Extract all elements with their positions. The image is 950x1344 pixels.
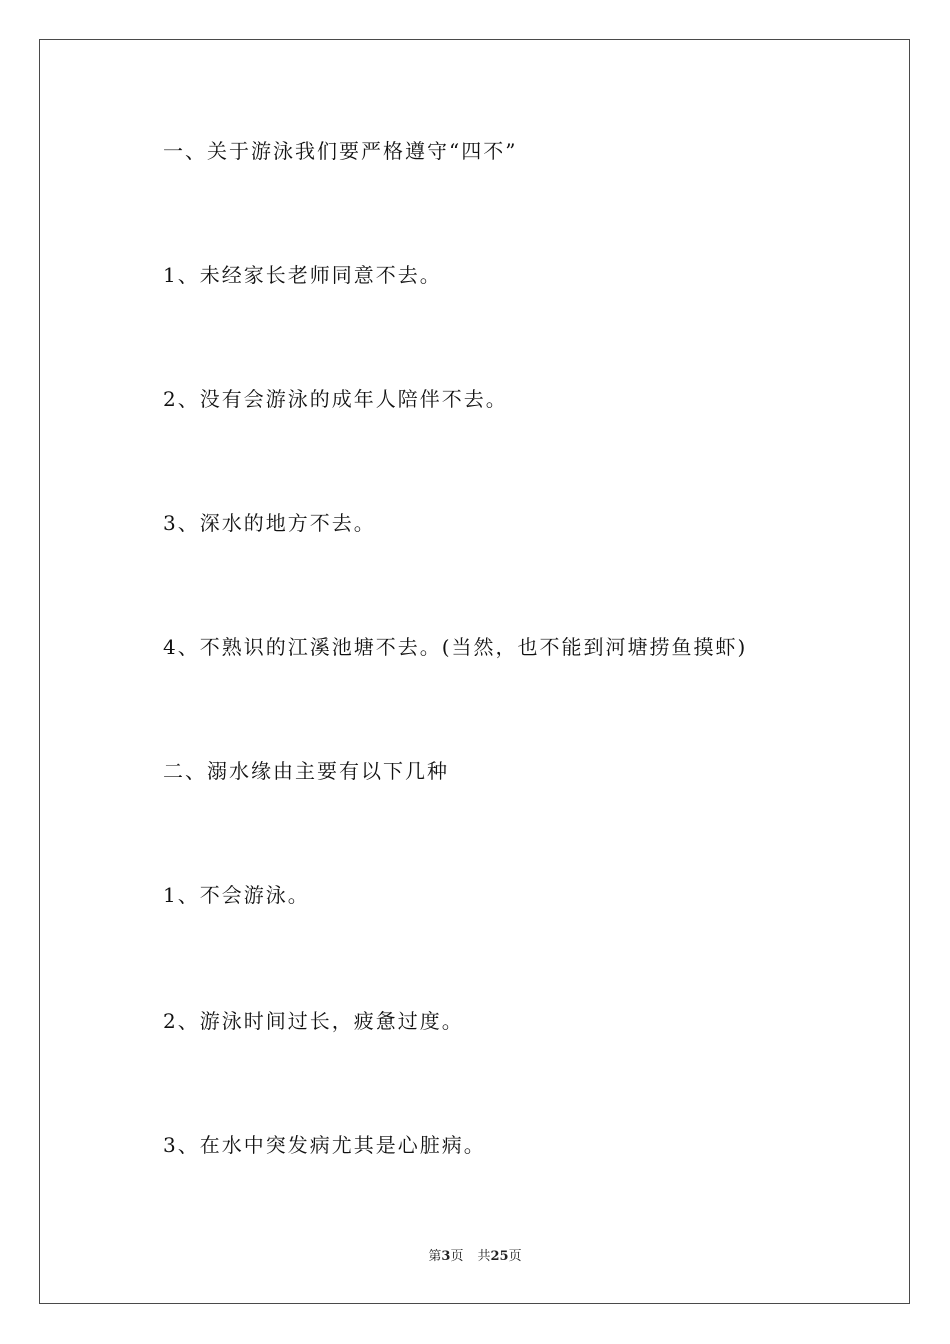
rule-item-4: 4、不熟识的江溪池塘不去。(当然，也不能到河塘捞鱼摸虾) <box>163 635 748 659</box>
page-number: 3 <box>441 1249 451 1264</box>
total-pages: 25 <box>490 1249 509 1264</box>
section-heading-four-rules: 一、关于游泳我们要严格遵守“四不” <box>163 139 518 163</box>
total-prefix: 共 <box>477 1249 491 1264</box>
total-suffix: 页 <box>508 1249 522 1264</box>
page-border <box>39 39 910 1304</box>
cause-item-1: 1、不会游泳。 <box>163 883 310 907</box>
cause-item-2: 2、游泳时间过长，疲惫过度。 <box>163 1009 464 1033</box>
rule-item-2: 2、没有会游泳的成年人陪伴不去。 <box>163 387 508 411</box>
rule-item-3: 3、深水的地方不去。 <box>163 511 376 535</box>
page-footer <box>0 1248 950 1266</box>
rule-item-1: 1、未经家长老师同意不去。 <box>163 263 442 287</box>
page-prefix: 第 <box>428 1249 442 1264</box>
cause-item-3: 3、在水中突发病尤其是心脏病。 <box>163 1133 486 1157</box>
page-suffix: 页 <box>450 1249 464 1264</box>
section-heading-drowning-causes: 二、溺水缘由主要有以下几种 <box>163 759 449 783</box>
